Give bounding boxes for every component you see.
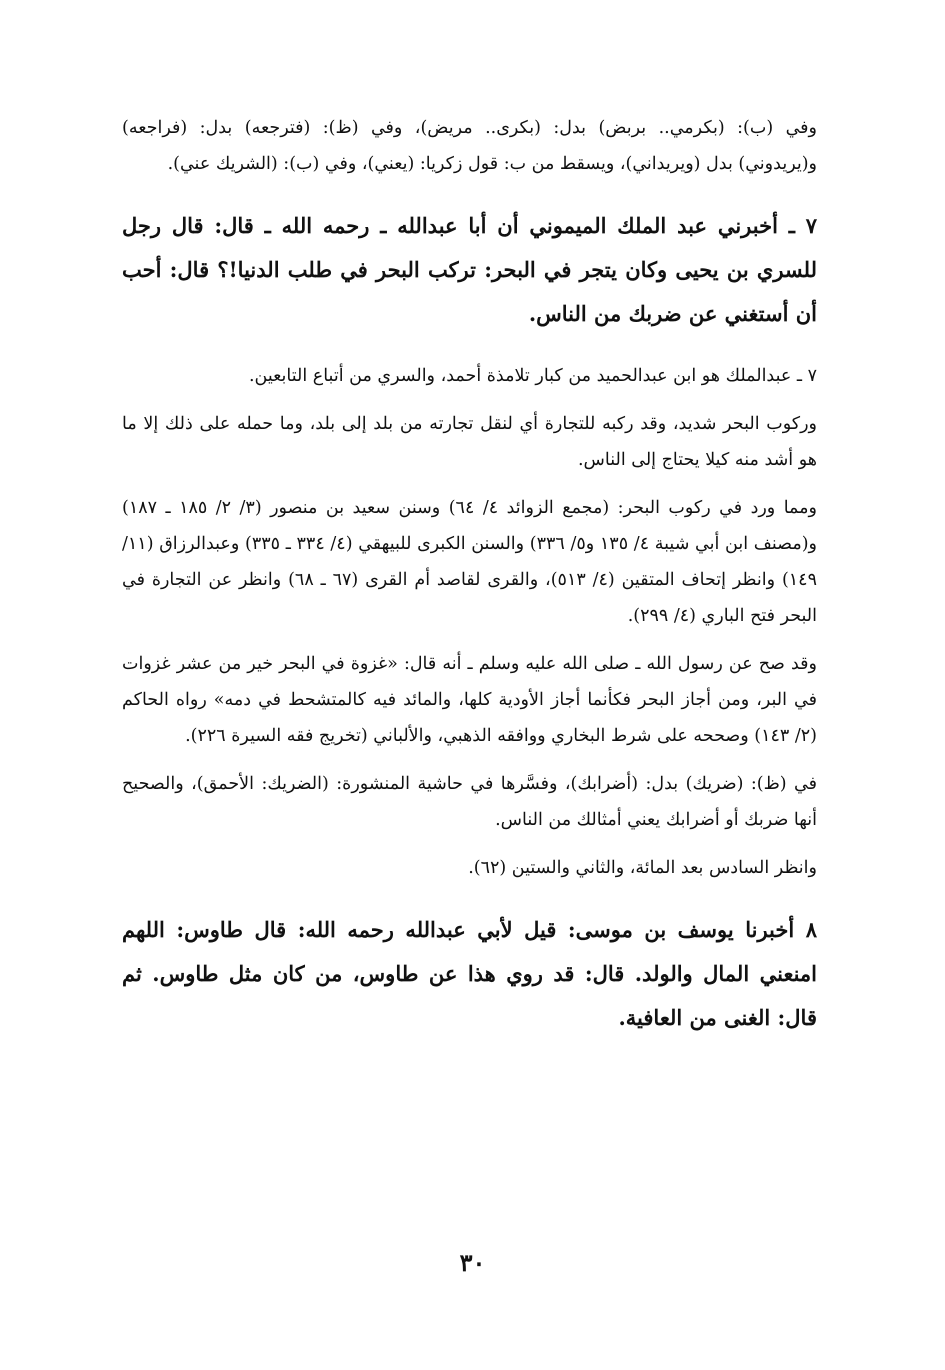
footnote-variant-z: في (ظ): (ضريك) بدل: (أضرابك)، وفسَّرها في حاشية المنشورة: (الضريك: الأحمق)، والصحيح أنها ضربك أو أضرابك يعني أمثالك من الناس. [122,774,817,830]
footnote-sea-travel: وركوب البحر شديد، وقد ركبه للتجارة أي لنقل تجارته من بلد إلى بلد، وما حمله على ذلك إلا ما هو أشد منه كيلا يحتاج إلى الناس. [122,414,817,470]
variant-readings-note: وفي (ب): (بكرمي.. بربض) بدل: (بكرى.. مريض)، وفي (ظ): (فترجعه) بدل: (فراجعه) و(يريدوني) بدل (ويريداني)، ويسقط من ب: قول زكريا: (يعني)، وفي (ب): (الشريك عني). [122,118,817,174]
footnote-sources: ومما ورد في ركوب البحر: (مجمع الزوائد ٤/ ٦٤) وسنن سعيد بن منصور (٣/ ٢/ ١٨٥ ـ ١٨٧) و(مصنف ابن أبي شيبة ٤/ ١٣٥ و٥/ ٣٣٦) والسنن الكبرى للبيهقي (٤/ ٣٣٤ ـ ٣٣٥) وعبدالرزاق (١١/ ١٤٩) وانظر إتحاف المتقين (٤/ ٥١٣)، والقرى لقاصد أم القرى (٦٧ ـ ٦٨) وانظر عن التجارة في البحر فتح الباري (٤/ ٢٩٩). [122,498,817,626]
footnote-7-intro: ٧ ـ عبدالملك هو ابن عبدالحميد من كبار تلامذة أحمد، والسري من أتباع التابعين. [248,366,817,386]
page-body [122,110,817,1040]
narration-8: ٨ أخبرنا يوسف بن موسى: قيل لأبي عبدالله رحمه الله: قال طاوس: اللهم امنعني المال والولد. قال: قد روي هذا عن طاوس، من كان مثل طاوس. ثم قال: الغنى من العافية. [122,917,817,1030]
footnote-see-also: وانظر السادس بعد المائة، والثاني والستين (٦٢). [468,858,817,878]
page-number: ٣٠ [459,1248,486,1277]
narration-7: ٧ ـ أخبرني عبد الملك الميموني أن أبا عبدالله ـ رحمه الله ـ قال: قال رجل للسري بن يحيى وكان يتجر في البحر: تركب البحر في طلب الدنيا!؟ قال: أحب أن أستغني عن ضربك من الناس. [122,213,817,326]
footnote-hadith: وقد صح عن رسول الله ـ صلى الله عليه وسلم ـ أنه قال: «غزوة في البحر خير من عشر غزوات في البر، ومن أجاز البحر فكأنما أجاز الأودية كلها، والمائد فيه كالمتشحط في دمه» رواه الحاكم (٢/ ١٤٣) وصححه على شرط البخاري ووافقه الذهبي، والألباني (تخريج فقه السيرة ٢٢٦). [122,654,817,746]
